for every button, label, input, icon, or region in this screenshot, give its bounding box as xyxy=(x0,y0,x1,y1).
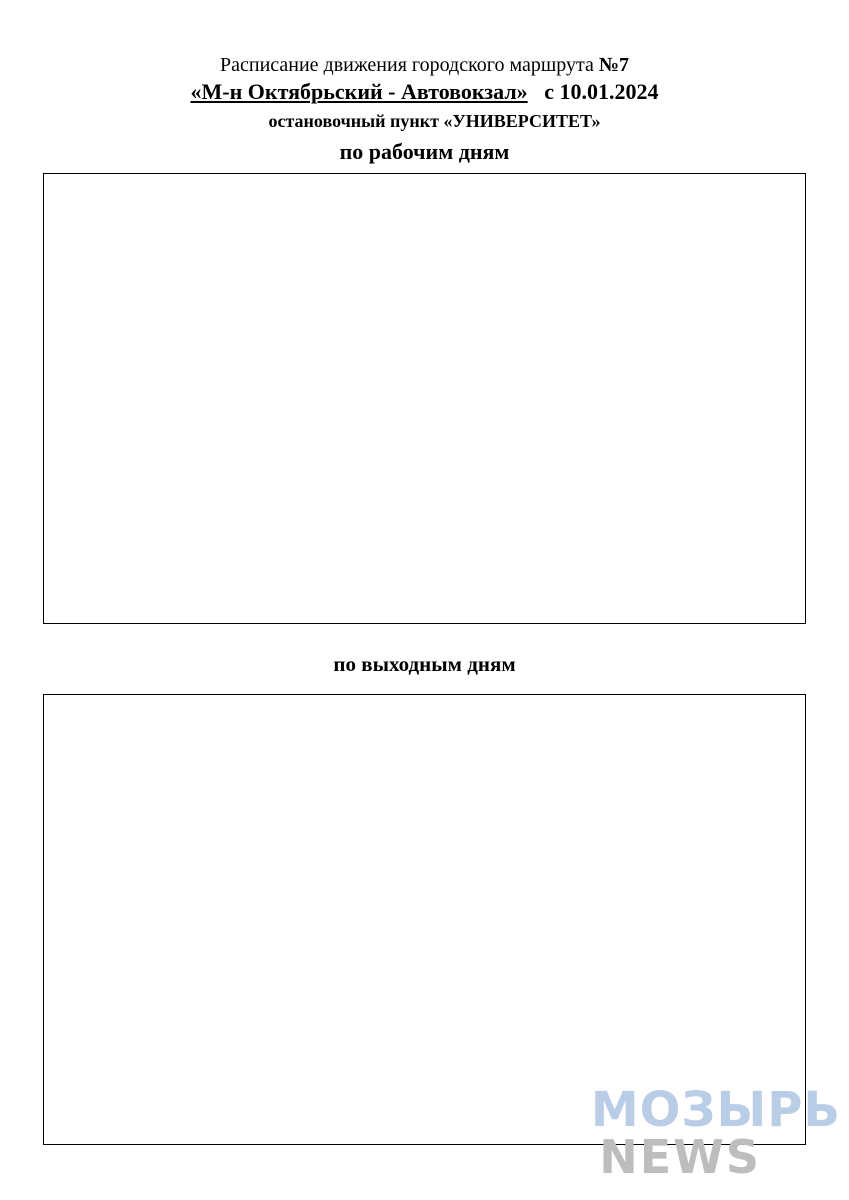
weekend-title: по выходным дням xyxy=(333,652,516,676)
watermark-news: NEWS xyxy=(599,1130,761,1184)
schedule-title-text: Расписание движения городского маршрута xyxy=(219,54,594,76)
weekend-timetable xyxy=(43,694,806,1145)
route-name: «М-н Октябрьский - Автовокзал» xyxy=(190,79,528,104)
effective-date: с 10.01.2024 xyxy=(544,79,659,104)
route-number: №7 xyxy=(598,54,629,76)
watermark-mozyr: МОЗЫРЬ xyxy=(590,1082,841,1138)
weekday-title: по рабочим дням xyxy=(339,139,510,164)
route-line xyxy=(0,81,849,103)
stop-name: остановочный пункт «УНИВЕРСИТЕТ» xyxy=(268,111,601,131)
schedule-title xyxy=(0,55,849,75)
weekday-timetable xyxy=(43,173,806,624)
